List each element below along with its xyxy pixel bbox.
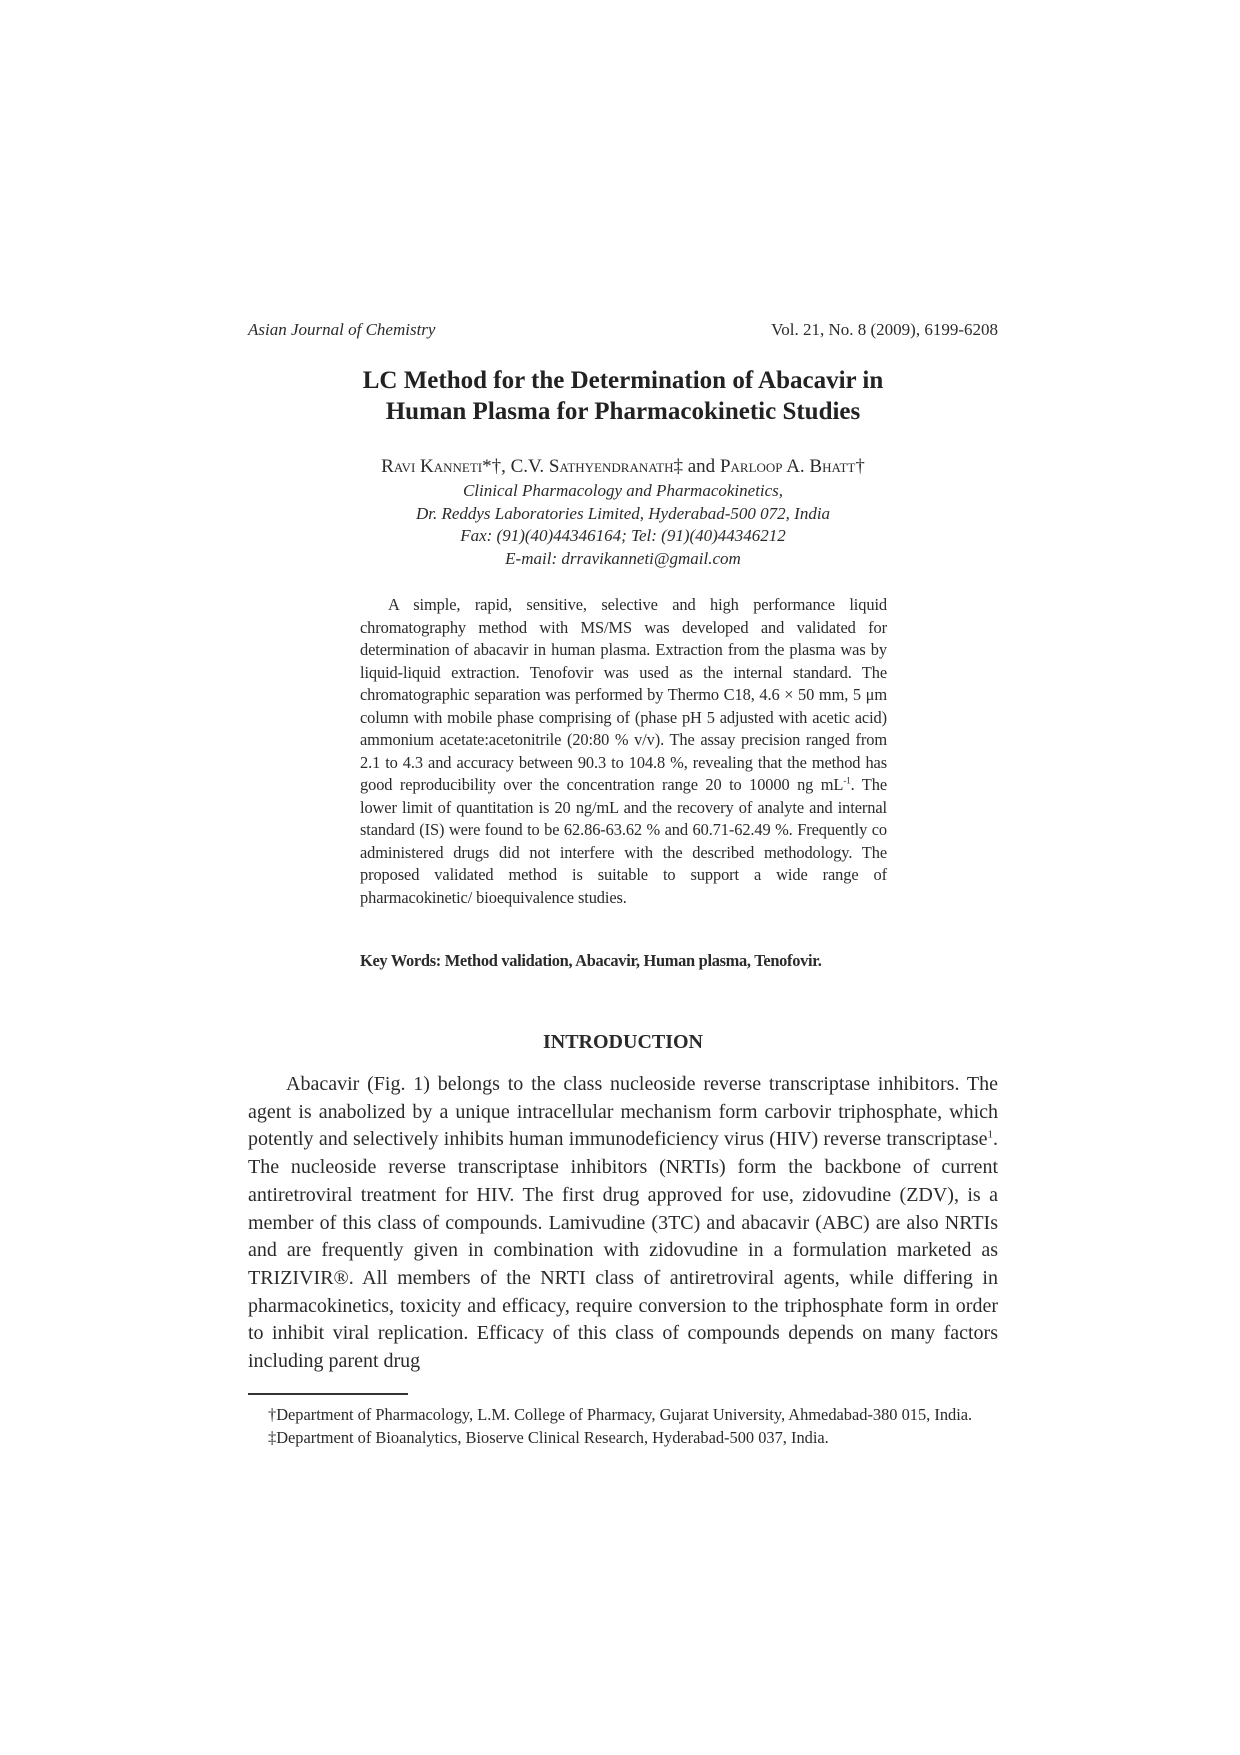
footnotes	[248, 1404, 998, 1449]
author-marks: †	[855, 456, 865, 477]
abstract-text: . The lower limit of quantitation is 20 ng/mL and the recovery of analyte and internal standard (IS) were found to be 62.86-63.62 % and 60.71-62.49 %. Frequently co administered drugs did not interfere with the described methodology. The proposed validated method is suitable to support a wide range of pharmacokinetic/ bioequivalence studies.	[360, 775, 887, 907]
title-line-2: Human Plasma for Pharmacokinetic Studies	[385, 398, 861, 425]
footnote-divider	[248, 1393, 408, 1395]
author-separator: and	[683, 456, 720, 477]
section-heading-introduction: INTRODUCTION	[542, 1031, 704, 1053]
author-list	[248, 455, 998, 479]
running-head	[248, 320, 998, 344]
introduction-text: . The nucleoside reverse transcriptase inhibitors (NRTIs) form the backbone of current antiretroviral treatment for HIV. The first drug approved for use, zidovudine (ZDV), is a member of this class of compounds. Lamivudine (3TC) and abacavir (ABC) are also NRTIs and are frequently given in combination with zidovudine in a formulation marketed as TRIZIVIR®. All members of the NRTI class of antiretroviral agents, while differing in pharmacokinetics, toxicity and efficacy, require conversion to the triphosphate form in order to inhibit viral replication. Efficacy of this class of compounds depends on many factors including parent drug	[248, 1128, 998, 1373]
footnote-double-dagger: ‡Department of Bioanalytics, Bioserve Clinical Research, Hyderabad-500 037, India.	[268, 1427, 829, 1447]
affiliation-line: Dr. Reddys Laboratories Limited, Hyderabad-500 072, India	[415, 503, 831, 523]
paper-title	[248, 365, 998, 427]
author-separator: ,	[501, 456, 511, 477]
email-line: E-mail: drravikanneti@gmail.com	[505, 548, 741, 568]
volume-info: Vol. 21, No. 8 (2009), 6199-6208	[771, 320, 998, 339]
introduction-text: Abacavir (Fig. 1) belongs to the class nucleoside reverse transcriptase inhibitors. The agent is anabolized by a unique intracellular mechanism form carbovir triphosphate, which potently and selectively inhibits human immunodeficiency virus (HIV) reverse transcriptase	[248, 1073, 998, 1151]
introduction-paragraph	[248, 1071, 998, 1376]
author-marks: *†	[482, 456, 502, 477]
affiliation-block	[248, 480, 998, 570]
reference-superscript: 1	[987, 1128, 993, 1141]
author-name: Ravi Kanneti	[381, 456, 483, 477]
contact-line: Fax: (91)(40)44346164; Tel: (91)(40)44346212	[460, 526, 786, 545]
keywords: Key Words: Method validation, Abacavir, Human plasma, Tenofovir.	[360, 951, 822, 970]
author-marks: ‡	[673, 456, 683, 477]
abstract-text: A simple, rapid, sensitive, selective and high performance liquid chromatography method with MS/MS was developed and validated for determination of abacavir in human plasma. Extraction from the plasma was by liquid-liquid extraction. Tenofovir was used as the internal standard. The chromatographic separation was performed by Thermo C18, 4.6 × 50 mm, 5 μm column with mobile phase comprising of (phase pH 5 adjusted with acetic acid) ammonium acetate:acetonitrile (20:80 % v/v). The assay precision ranged from 2.1 to 4.3 and accuracy between 90.3 to 104.8 %, revealing that the method has good reproducibility over the concentration range 20 to 10000 ng mL	[360, 595, 887, 794]
author-name: C.V. Sathyendranath	[510, 456, 674, 477]
journal-name: Asian Journal of Chemistry	[248, 320, 436, 339]
title-line-1: LC Method for the Determination of Abacavir in	[362, 367, 884, 394]
footnote-dagger: †Department of Pharmacology, L.M. College of Pharmacy, Gujarat University, Ahmedabad-380 015, India.	[268, 1405, 973, 1424]
abstract-superscript: -1	[843, 775, 851, 786]
author-name: Parloop A. Bhatt	[719, 456, 856, 477]
abstract	[360, 594, 887, 909]
affiliation-line: Clinical Pharmacology and Pharmacokinetics,	[462, 481, 784, 500]
